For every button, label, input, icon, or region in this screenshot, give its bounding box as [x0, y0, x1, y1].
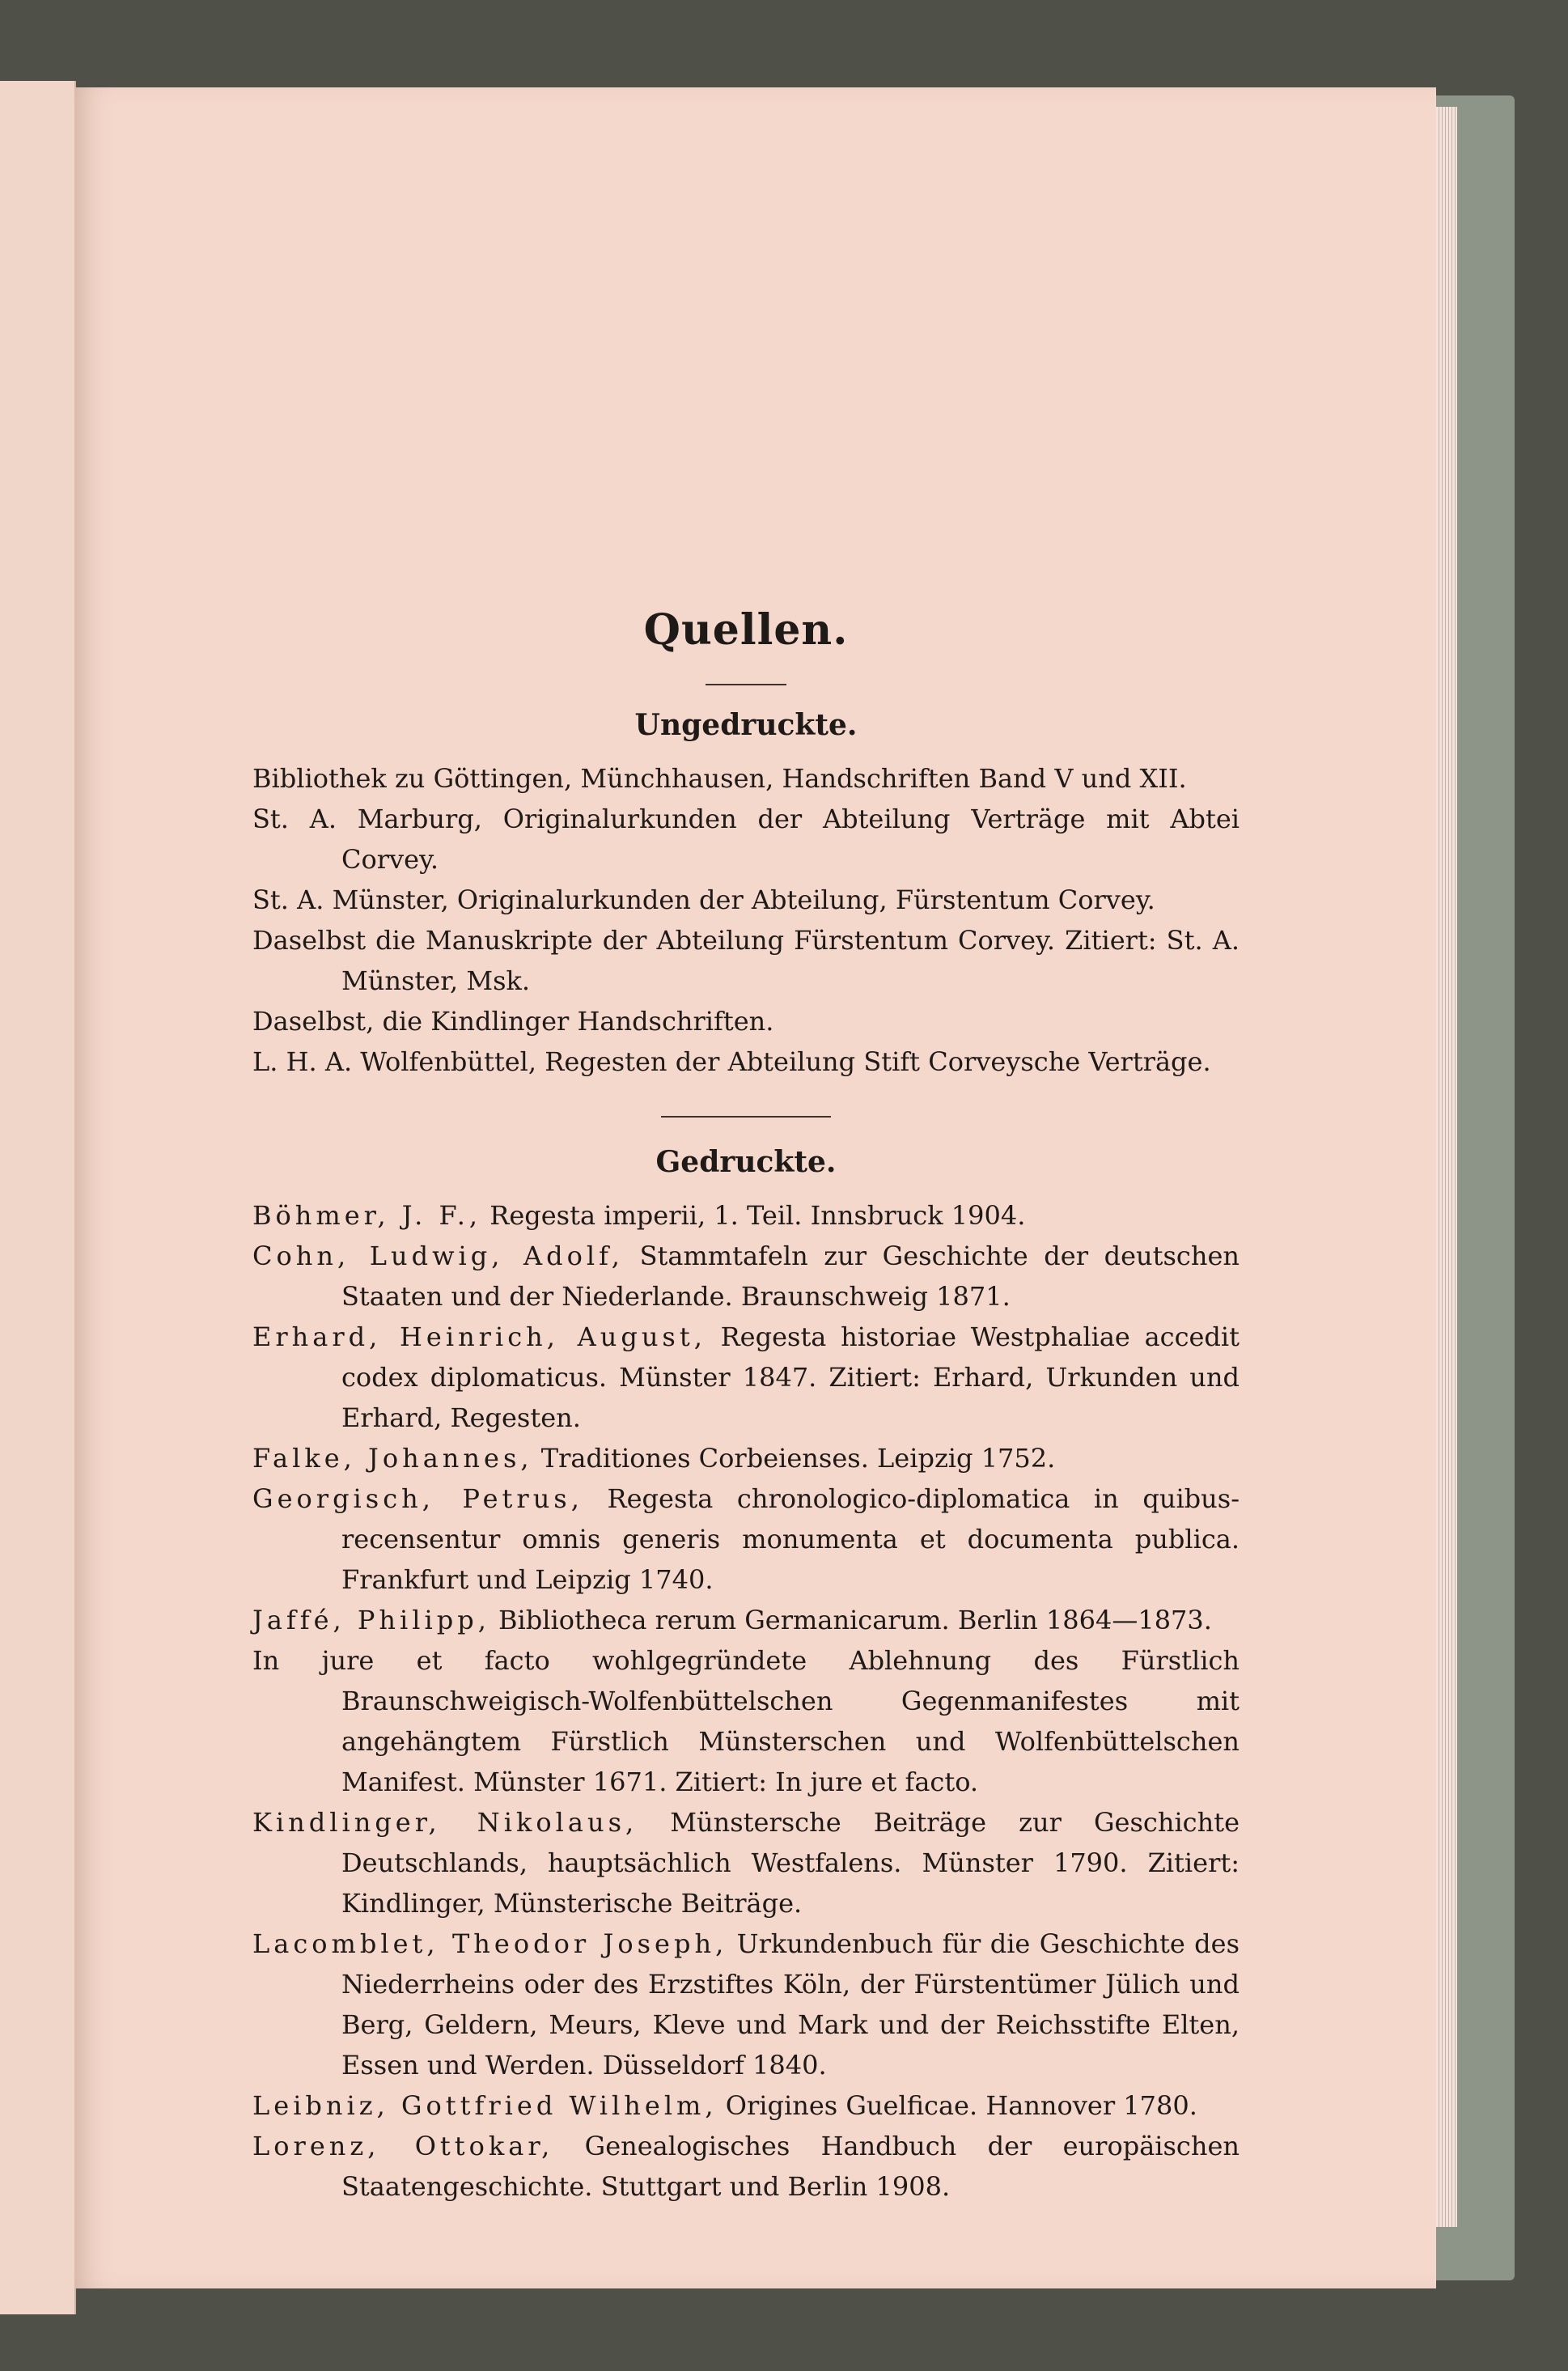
unpublished-entry: St. A. Marburg, Originalurkunden der Abteilung Verträge mit Abtei Corvey.: [252, 804, 1240, 875]
section-heading-unpublished: Ungedruckte.: [634, 708, 858, 742]
unpublished-entry: Daselbst die Manuskripte der Abteilung Fürstentum Corvey. Zitiert: St. A. Münster, Msk.: [252, 925, 1240, 996]
entry-text: Regesta imperii, 1. Teil. Innsbruck 1904.: [481, 1200, 1026, 1231]
entry-text: In jure et facto wohlgegründete Ablehnung des Fürstlich Braunschweigisch-Wolfenbüttelschen Gegenmanifestes mit angehängtem Fürstlich Münsterschen und Wolfenbüttelschen Manifest. Münster 1671. Zitiert: In jure et facto.: [252, 1645, 1240, 1797]
entry-text: Origines Guelficae. Hannover 1780.: [717, 2090, 1197, 2121]
entry-author: Cohn, Ludwig, Adolf,: [252, 1241, 624, 1271]
published-entry: [252, 1195, 1240, 1236]
section-divider: [661, 1116, 831, 1118]
entry-author: Lacomblet, Theodor Joseph,: [252, 1928, 728, 1959]
title-divider: [706, 684, 786, 685]
entry-author: Leibniz, Gottfried Wilhelm,: [252, 2090, 718, 2121]
published-entry: [252, 1640, 1240, 1802]
entry-text: Münstersche Beiträge zur Geschichte Deutschlands, hauptsächlich Westfalens. Münster 1790. Zitiert: Kindlinger, Münsterische Beiträge.: [341, 1807, 1240, 1919]
entry-author: Erhard, Heinrich, August,: [252, 1321, 706, 1352]
unpublished-entry: St. A. Münster, Originalurkunden der Abteilung, Fürstentum Corvey.: [252, 884, 1155, 915]
published-entry: [252, 1317, 1240, 1438]
published-entry: [252, 1438, 1240, 1478]
entry-text: Regesta historiae Westphaliae accedit codex diplomaticus. Münster 1847. Zitiert: Erhard, Urkunden und Erhard, Regesten.: [341, 1321, 1240, 1433]
unpublished-entry: Bibliothek zu Göttingen, Münchhausen, Handschriften Band V und XII.: [252, 763, 1187, 794]
unpublished-entry: Daselbst, die Kindlinger Handschriften.: [252, 1006, 774, 1037]
published-entry: [252, 1236, 1240, 1317]
published-entry: [252, 2126, 1240, 2207]
book-page: [74, 87, 1436, 2288]
published-entry: [252, 1924, 1240, 2085]
published-entry: [252, 1600, 1240, 1640]
entry-text: Genealogisches Handbuch der europäischen Staatengeschichte. Stuttgart und Berlin 1908.: [341, 2131, 1240, 2202]
entry-author: Lorenz, Ottokar,: [252, 2131, 554, 2161]
unpublished-entry: L. H. A. Wolfenbüttel, Regesten der Abteilung Stift Corveysche Verträge.: [252, 1046, 1211, 1077]
entry-author: Falke, Johannes,: [252, 1443, 533, 1474]
entry-text: Regesta chronologico-diplomatica in quibus-recensentur omnis generis monumenta et documenta publica. Frankfurt und Leipzig 1740.: [341, 1483, 1240, 1595]
section-heading-published: Gedruckte.: [655, 1145, 837, 1179]
entry-text: Stammtafeln zur Geschichte der deutschen Staaten und der Niederlande. Braunschweig 1871.: [341, 1241, 1240, 1312]
entry-author: Kindlinger, Nikolaus,: [252, 1807, 638, 1838]
entry-author: Jaffé, Philipp,: [252, 1605, 490, 1635]
page-content: [252, 508, 1240, 2207]
page-title: Quellen.: [643, 605, 849, 655]
entry-author: Georgisch, Petrus,: [252, 1483, 583, 1514]
facing-page-edge: [0, 81, 76, 2314]
entry-author: Böhmer, J. F.,: [252, 1200, 482, 1231]
published-entry: [252, 1478, 1240, 1600]
published-entry: [252, 2085, 1240, 2126]
entry-text: Urkundenbuch für die Geschichte des Niederrheins oder des Erzstiftes Köln, der Fürstentümer Jülich und Berg, Geldern, Meurs, Kleve und Mark und der Reichsstifte Elten, Essen und Werden. Düsseldorf 1840.: [341, 1928, 1240, 2080]
entry-text: Traditiones Corbeienses. Leipzig 1752.: [532, 1443, 1056, 1474]
entry-text: Bibliotheca rerum Germanicarum. Berlin 1864—1873.: [489, 1605, 1212, 1635]
published-entry: [252, 1802, 1240, 1924]
